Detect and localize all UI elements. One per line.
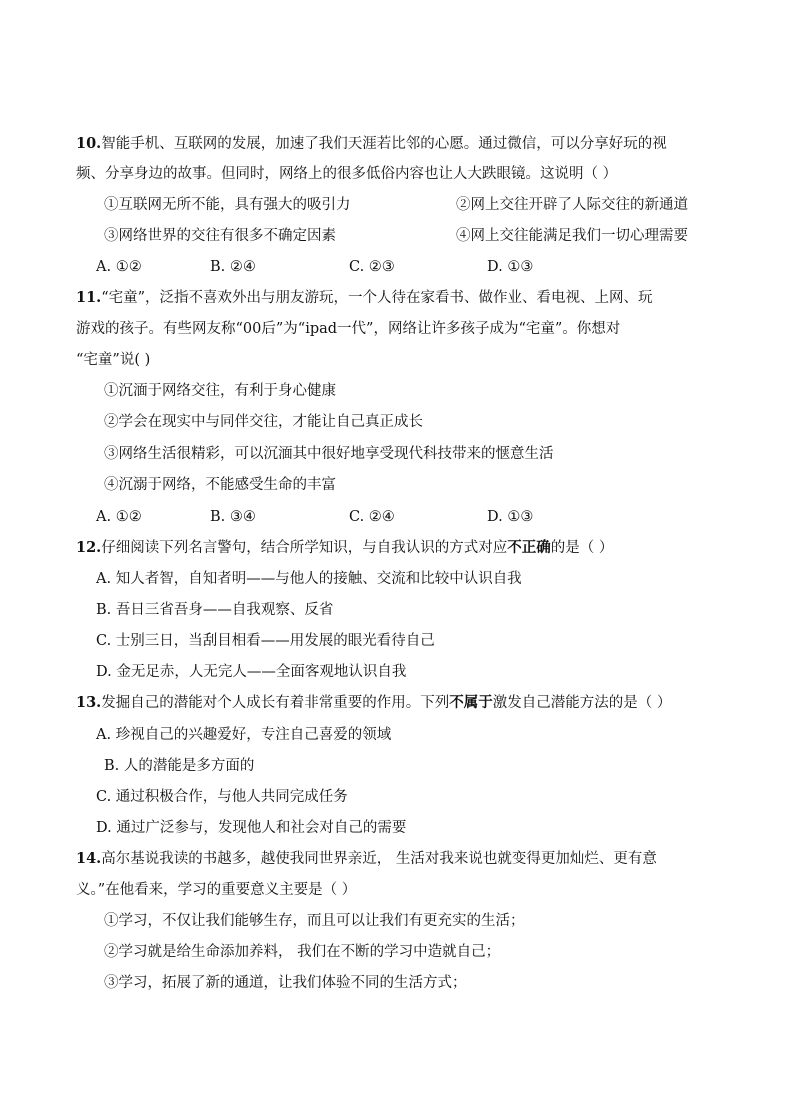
q11-line1 — [76, 288, 653, 308]
q13-emphasis: 不属于 — [449, 694, 493, 711]
q14-number: 14. — [76, 850, 102, 867]
q14-statement-2: ②学习就是给生命添加养料， 我们在不断的学习中造就自己； — [104, 944, 501, 960]
q14-stem-1: 高尔基说我读的书越多，越使我同世界亲近， 生活对我来说也就变得更加灿烂、更有意 — [101, 851, 657, 867]
q10-choice-a[interactable]: A. ①② — [96, 259, 142, 275]
q12-emphasis: 不正确 — [507, 539, 551, 556]
q10-statement-2: ②网上交往开辟了人际交往的新通道 — [456, 197, 688, 213]
q13-line1 — [76, 693, 671, 713]
q14-line2: 义。”在他看来，学习的重要意义主要是（ ） — [76, 882, 357, 898]
q13-choice-b[interactable]: B. 人的潜能是多方面的 — [104, 758, 255, 774]
q11-statement-2: ②学会在现实中与同伴交往，才能让自己真正成长 — [104, 414, 423, 430]
q10-statement-4: ④网上交往能满足我们一切心理需要 — [456, 228, 688, 244]
q14-statement-3: ③学习，拓展了新的通道，让我们体验不同的生活方式； — [104, 975, 467, 991]
q13-choice-c[interactable]: C. 通过积极合作，与他人共同完成任务 — [96, 789, 348, 805]
q14-statement-1: ①学习，不仅让我们能够生存，而且可以让我们有更充实的生活； — [104, 913, 525, 929]
q10-line2: 频、分享身边的故事。但同时，网络上的很多低俗内容也让人大跌眼镜。这说明（ ） — [76, 166, 618, 182]
q11-choice-d[interactable]: D. ①③ — [487, 509, 534, 525]
q11-stem-1: “宅童”，泛指不喜欢外出与朋友游玩，一个人待在家看书、做作业、看电视、上网、玩 — [101, 290, 653, 306]
q12-stem-pre: 仔细阅读下列名言警句，结合所学知识，与自我认识的方式对应 — [101, 540, 508, 556]
q10-choice-c[interactable]: C. ②③ — [349, 259, 395, 275]
q11-statement-3: ③网络生活很精彩，可以沉湎其中很好地享受现代科技带来的惬意生活 — [104, 446, 554, 462]
q13-stem-pre: 发掘自己的潜能对个人成长有着非常重要的作用。下列 — [101, 695, 450, 711]
q10-statement-3: ③网络世界的交往有很多不确定因素 — [104, 228, 336, 244]
q11-statement-1: ①沉湎于网络交往，有利于身心健康 — [104, 383, 336, 399]
q13-choice-a[interactable]: A. 珍视自己的兴趣爱好，专注自己喜爱的领域 — [96, 727, 392, 743]
q11-choice-a[interactable]: A. ①② — [96, 509, 142, 525]
q12-choice-a[interactable]: A. 知人者智，自知者明——与他人的接触、交流和比较中认识自我 — [96, 571, 522, 587]
q11-line3: “宅童”说( ) — [76, 352, 151, 368]
q13-choice-d[interactable]: D. 通过广泛参与，发现他人和社会对自己的需要 — [96, 820, 407, 836]
q12-choice-c[interactable]: C. 士别三日，当刮目相看——用发展的眼光看待自己 — [96, 633, 435, 649]
q12-choice-b[interactable]: B. 吾日三省吾身——自我观察、反省 — [96, 602, 334, 618]
q10-number: 10. — [76, 135, 102, 152]
q13-number: 13. — [76, 694, 102, 711]
q10-choice-d[interactable]: D. ①③ — [487, 259, 534, 275]
q10-stem-1: 智能手机、互联网的发展，加速了我们天涯若比邻的心愿。通过微信，可以分享好玩的视 — [101, 136, 667, 152]
q13-stem-post: 激发自己潜能方法的是（ ） — [492, 695, 672, 711]
q10-choice-b[interactable]: B. ②④ — [210, 259, 256, 275]
q12-stem-post: 的是（ ） — [550, 540, 614, 556]
q11-statement-4: ④沉溺于网络，不能感受生命的丰富 — [104, 477, 336, 493]
q10-statement-1: ①互联网无所不能，具有强大的吸引力 — [104, 197, 351, 213]
q12-line1 — [76, 538, 613, 558]
q10-line1 — [76, 134, 667, 154]
q14-line1 — [76, 849, 657, 869]
q11-choice-c[interactable]: C. ②④ — [349, 509, 395, 525]
q12-choice-d[interactable]: D. 金无足赤，人无完人——全面客观地认识自我 — [96, 664, 407, 680]
q11-choice-b[interactable]: B. ③④ — [210, 509, 256, 525]
q11-line2: 游戏的孩子。有些网友称“00后”为“ipad一代”，网络让许多孩子成为“宅童”。你想对 — [76, 321, 621, 337]
q12-number: 12. — [76, 539, 102, 556]
q11-number: 11. — [76, 289, 102, 306]
